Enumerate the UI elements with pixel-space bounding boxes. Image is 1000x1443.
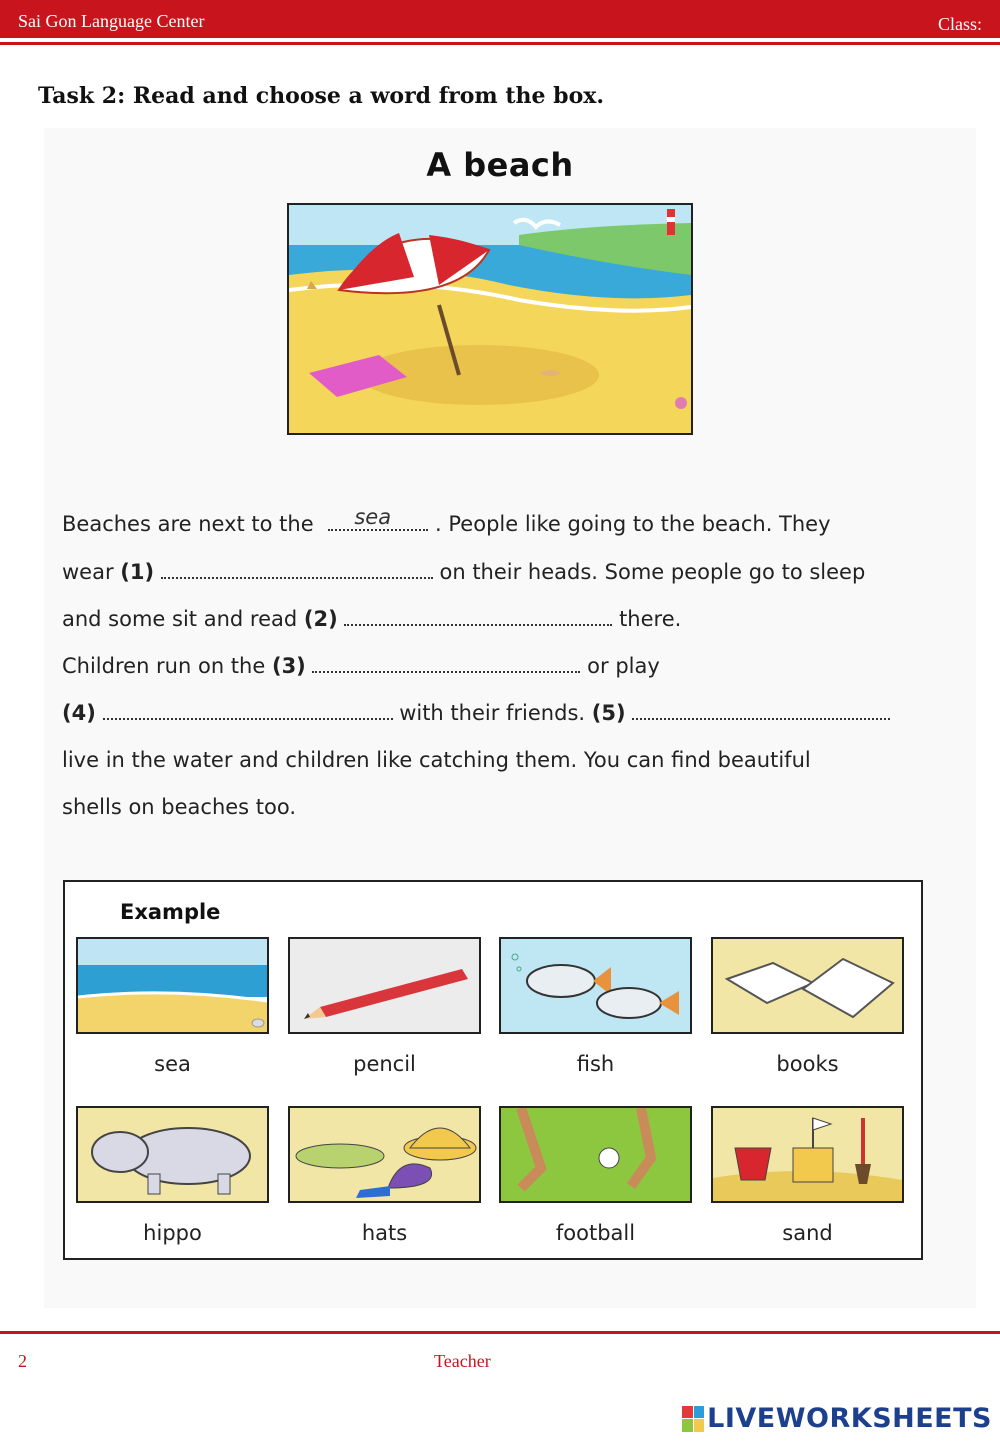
header-bar	[0, 0, 1000, 38]
word-label: fish	[576, 1052, 615, 1076]
passage-text: wear	[62, 560, 114, 584]
example-label: Example	[120, 900, 221, 924]
passage-line-2	[62, 560, 865, 584]
word-label: hippo	[143, 1221, 202, 1245]
passage-text: Beaches are next to the	[62, 512, 314, 536]
class-label: Class:	[937, 14, 982, 34]
passage-text: on their heads. Some people go to sleep	[439, 560, 866, 584]
document-title: A beach	[426, 146, 574, 184]
example-answer: sea	[354, 505, 392, 529]
header-divider	[0, 42, 1000, 45]
passage-line-7: shells on beaches too.	[62, 795, 297, 819]
task-title: Task 2: Read and choose a word from the box.	[38, 83, 605, 109]
answer-blank-3[interactable]	[312, 655, 580, 673]
footer-role: Teacher	[434, 1351, 491, 1371]
sea-picture	[76, 937, 269, 1034]
example-blank	[328, 505, 428, 531]
blank-number-2: (2)	[303, 607, 338, 631]
passage-text: . People like going to the beach. They	[435, 512, 831, 536]
football-picture	[499, 1106, 692, 1203]
pencil-picture	[288, 937, 481, 1034]
word-label: sand	[782, 1221, 833, 1245]
answer-blank-4[interactable]	[103, 702, 393, 720]
passage-text: and some sit and read	[62, 607, 298, 631]
blank-number-1: (1)	[120, 560, 155, 584]
passage-text: or play	[587, 654, 660, 678]
sand-picture	[711, 1106, 904, 1203]
word-box	[63, 880, 923, 1260]
fish-picture	[499, 937, 692, 1034]
word-label: pencil	[353, 1052, 416, 1076]
blank-number-3: (3)	[271, 654, 306, 678]
word-card-fish	[499, 937, 692, 1076]
books-picture	[711, 937, 904, 1034]
answer-blank-1[interactable]	[161, 561, 433, 579]
word-label: books	[776, 1052, 839, 1076]
word-label: football	[555, 1221, 636, 1245]
word-card-football	[499, 1106, 692, 1245]
passage-line-6: live in the water and children like catching them. You can find beautiful	[62, 748, 811, 772]
passage-text: with their friends.	[399, 701, 586, 725]
blank-number-5: (5)	[591, 701, 626, 725]
word-card-books	[711, 937, 904, 1076]
word-label: sea	[154, 1052, 191, 1076]
passage-line-3	[62, 607, 681, 631]
word-card-sea	[76, 937, 269, 1076]
passage-text: there.	[619, 607, 682, 631]
word-card-hippo	[76, 1106, 269, 1245]
hippo-picture	[76, 1106, 269, 1203]
word-label: hats	[361, 1221, 408, 1245]
beach-illustration	[287, 203, 693, 435]
answer-blank-2[interactable]	[344, 608, 612, 626]
answer-blank-5[interactable]	[632, 702, 890, 720]
page-number: 2	[18, 1351, 27, 1371]
passage-line-4	[62, 654, 660, 678]
passage-line-5	[62, 701, 890, 725]
word-card-pencil	[288, 937, 481, 1076]
hats-picture	[288, 1106, 481, 1203]
footer-divider	[0, 1331, 1000, 1334]
passage-line-1	[62, 505, 831, 536]
liveworksheets-logo[interactable]	[682, 1403, 992, 1434]
passage-text: Children run on the	[62, 654, 266, 678]
word-card-sand	[711, 1106, 904, 1245]
blank-number-4: (4)	[62, 701, 96, 725]
center-name: Sai Gon Language Center	[18, 11, 205, 31]
logo-text: LIVEWORKSHEETS	[707, 1403, 992, 1434]
word-card-hats	[288, 1106, 481, 1245]
liveworksheets-icon	[682, 1406, 704, 1432]
